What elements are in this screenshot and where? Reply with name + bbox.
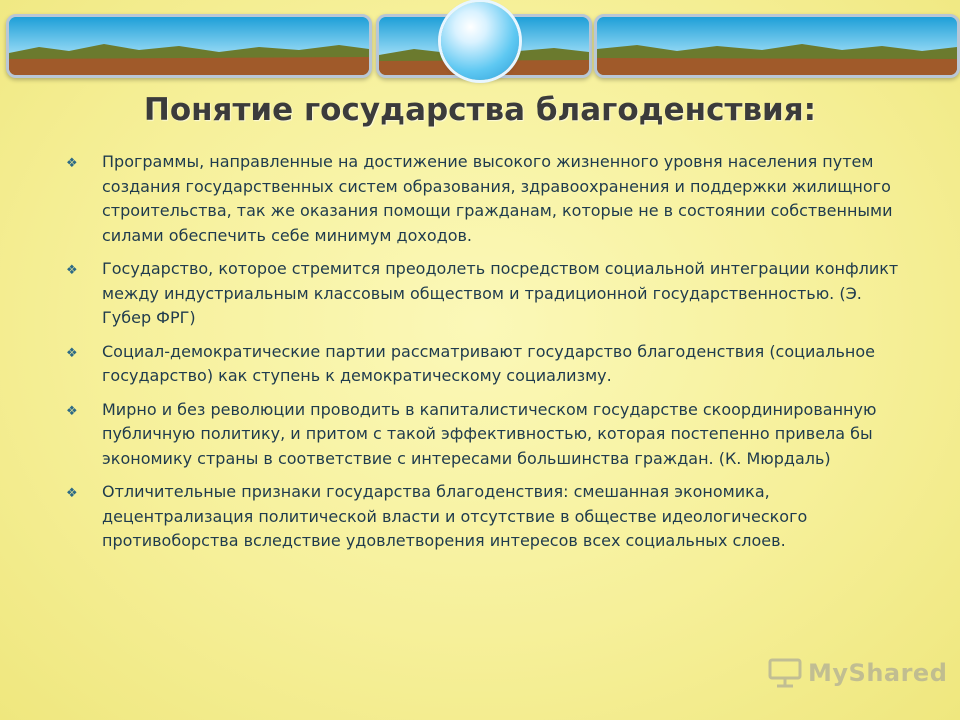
list-item-text: Государство, которое стремится преодолеть посредством социальной интеграции конфликт между индустриальным классовым обществом и традиционной государственностью. (Э. Губер ФРГ) xyxy=(102,259,899,327)
diamond-bullet-icon: ❖ xyxy=(66,403,78,419)
list-item xyxy=(64,257,904,331)
list-item-text: Отличительные признаки государства благоденствия: смешанная экономика, децентрализация политической власти и отсутствие в обществе идеологического противоборства вследствие удовлетворения интересов всех социальных слоев. xyxy=(102,482,808,550)
list-item xyxy=(64,398,904,472)
list-item-text: Мирно и без революции проводить в капиталистическом государстве скоординированную публичную политику, и притом с такой эффективностью, которая постепенно привела бы экономику страны в соответствие с интересами большинства граждан. (К. Мюрдаль) xyxy=(102,399,877,468)
diamond-bullet-icon: ❖ xyxy=(66,156,78,171)
watermark-text: MyShared xyxy=(808,659,948,687)
landscape-banner-right xyxy=(594,14,960,78)
list-item xyxy=(64,340,904,389)
list-item-text: Программы, направленные на достижение высокого жизненного уровня населения путем создания государственных систем образования, здравоохранения и поддержки жилищного строительства, так же оказания помощи гражданам, которые не в состоянии собственными силами обеспечить себе минимум доходов. xyxy=(102,152,893,245)
list-item xyxy=(64,480,904,554)
myshared-watermark xyxy=(768,658,947,688)
list-item xyxy=(64,150,904,248)
globe-icon xyxy=(441,2,519,80)
diamond-bullet-icon: ❖ xyxy=(66,263,78,278)
slide-title: Понятие государства благоденствия: xyxy=(143,92,817,128)
presentation-board-icon xyxy=(768,658,802,688)
diamond-bullet-icon: ❖ xyxy=(66,486,78,501)
landscape-banner-left xyxy=(6,14,372,78)
bullet-list xyxy=(64,150,904,563)
diamond-bullet-icon: ❖ xyxy=(66,345,78,361)
list-item-text: Социал-демократические партии рассматривают государство благоденствия (социальное государство) как ступень к демократическому социализму. xyxy=(102,341,875,385)
